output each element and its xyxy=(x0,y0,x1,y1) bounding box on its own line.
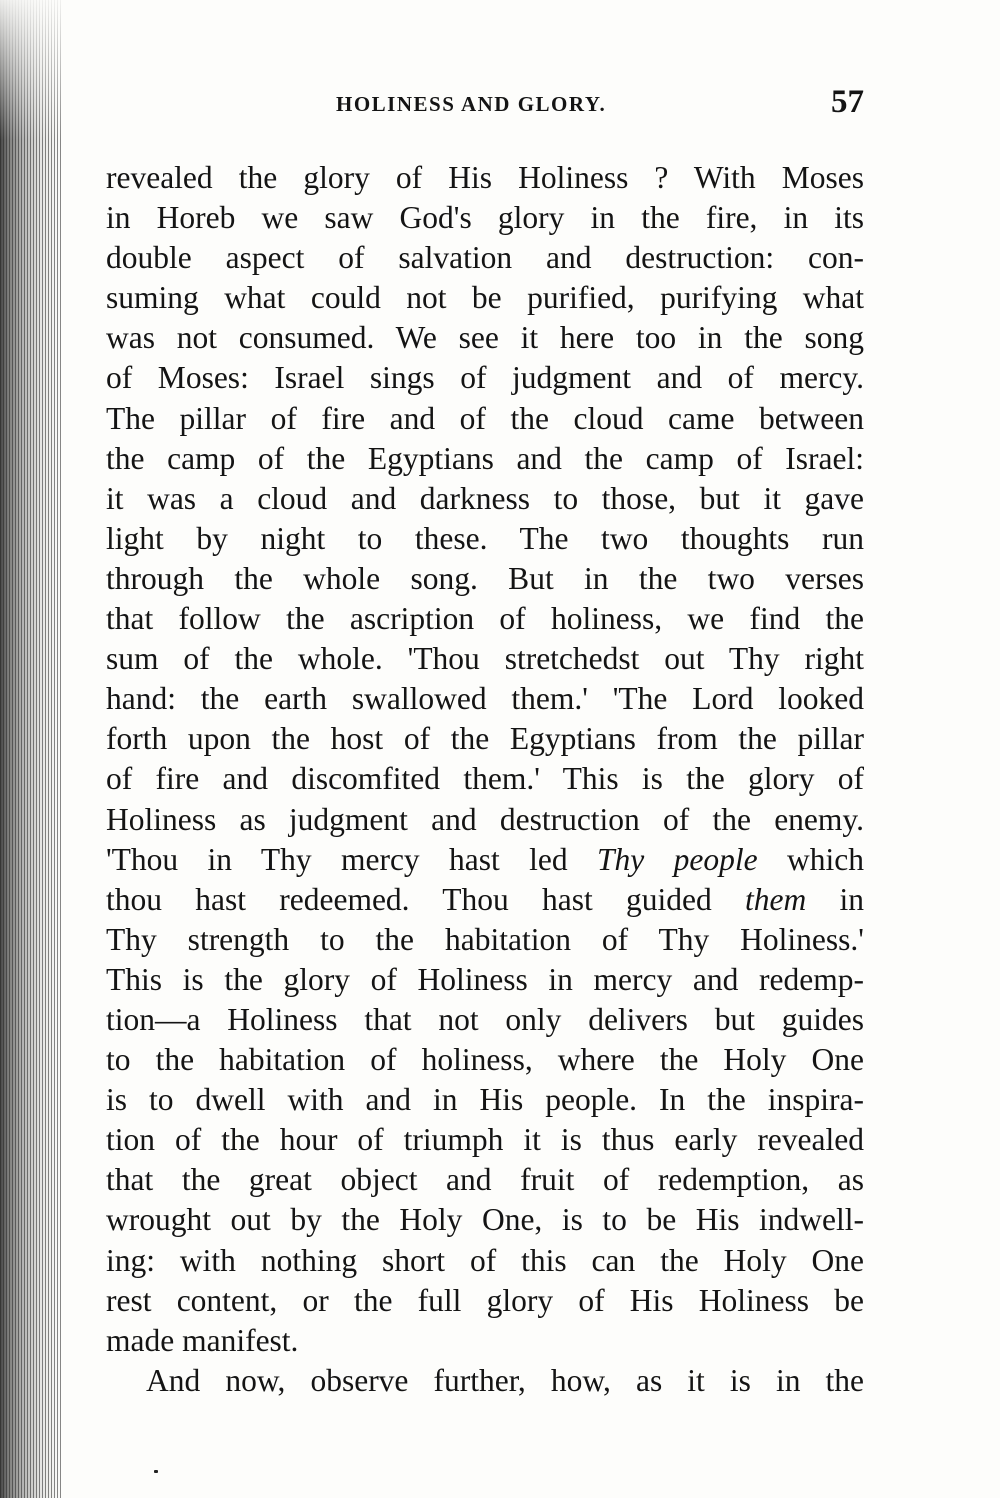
text-line xyxy=(106,599,864,639)
text-line xyxy=(106,238,864,278)
text-line xyxy=(106,1000,864,1040)
text-segment: rest content, or the full glory of His Holiness be xyxy=(106,1282,864,1318)
text-segment: thou hast redeemed. Thou hast guided xyxy=(106,881,745,917)
ink-speck xyxy=(154,1470,158,1473)
text-segment: double aspect of salvation and destruction: con- xyxy=(106,240,864,276)
page-number: 57 xyxy=(831,84,864,120)
text-segment: that the great object and fruit of redemption, as xyxy=(106,1162,864,1198)
text-line xyxy=(106,880,864,920)
text-line xyxy=(106,960,864,1000)
text-segment: forth upon the host of the Egyptians from the pillar xyxy=(106,721,864,757)
text-segment: And now, observe further, how, as it is in the xyxy=(146,1362,864,1398)
text-line xyxy=(106,679,864,719)
text-segment: was not consumed. We see it here too in the song xyxy=(106,320,864,356)
text-line xyxy=(106,559,864,599)
text-line xyxy=(106,759,864,799)
text-segment: This is the glory of Holiness in mercy and redemp- xyxy=(106,961,864,997)
text-segment: of fire and discomfited them.' This is the glory of xyxy=(106,761,864,797)
italic-text-segment: them xyxy=(745,881,807,917)
text-segment: which xyxy=(757,841,864,877)
text-segment: tion of the hour of triumph it is thus early revealed xyxy=(106,1122,864,1158)
text-line xyxy=(106,1120,864,1160)
scan-binding-fade xyxy=(0,0,62,140)
text-line xyxy=(106,1200,864,1240)
text-segment: Thy strength to the habitation of Thy Holiness.' xyxy=(106,921,864,957)
text-segment: sum of the whole. 'Thou stretchedst out Thy right xyxy=(106,641,864,677)
text-segment: of Moses: Israel sings of judgment and of mercy. xyxy=(106,360,864,396)
text-segment: light by night to these. The two thoughts run xyxy=(106,520,864,556)
text-line xyxy=(106,1361,864,1401)
running-head xyxy=(106,84,864,124)
text-line xyxy=(106,519,864,559)
text-segment: is to dwell with and in His people. In the inspira- xyxy=(106,1082,864,1118)
text-segment: wrought out by the Holy One, is to be His indwell- xyxy=(106,1202,864,1238)
text-segment: suming what could not be purified, purifying what xyxy=(106,280,864,316)
text-segment: ing: with nothing short of this can the Holy One xyxy=(106,1242,864,1278)
text-line xyxy=(106,1040,864,1080)
text-segment: it was a cloud and darkness to those, but it gave xyxy=(106,480,864,516)
text-segment: revealed the glory of His Holiness ? With Moses xyxy=(106,160,864,195)
text-line xyxy=(106,920,864,960)
text-line xyxy=(106,1160,864,1200)
text-line xyxy=(106,318,864,358)
text-line xyxy=(106,1241,864,1281)
text-segment: hand: the earth swallowed them.' 'The Lord looked xyxy=(106,681,864,717)
text-line xyxy=(106,719,864,759)
text-line xyxy=(106,198,864,238)
text-segment: Holiness as judgment and destruction of the enemy. xyxy=(106,801,864,837)
text-line xyxy=(106,358,864,398)
text-line xyxy=(106,800,864,840)
text-line xyxy=(106,840,864,880)
text-segment: 'Thou in Thy mercy hast led xyxy=(106,841,598,877)
text-line xyxy=(106,639,864,679)
text-line xyxy=(106,1321,864,1361)
text-segment: tion—a Holiness that not only delivers but guides xyxy=(106,1001,864,1037)
text-line xyxy=(106,399,864,439)
text-segment: The pillar of fire and of the cloud came between xyxy=(106,400,864,436)
text-segment: through the whole song. But in the two verses xyxy=(106,560,864,596)
text-line xyxy=(106,278,864,318)
text-line xyxy=(106,1080,864,1120)
text-segment: the camp of the Egyptians and the camp of Israel: xyxy=(106,440,864,476)
italic-text-segment: Thy people xyxy=(597,841,758,877)
text-segment: in Horeb we saw God's glory in the fire, in its xyxy=(106,200,864,236)
text-segment: made manifest. xyxy=(106,1322,299,1358)
text-line xyxy=(106,1281,864,1321)
running-title: HOLINESS AND GLORY. xyxy=(336,92,607,116)
scan-binding-edge xyxy=(0,0,62,1498)
text-line xyxy=(106,158,864,198)
body-text xyxy=(106,158,864,1401)
text-segment: to the habitation of holiness, where the Holy One xyxy=(106,1042,864,1078)
text-line xyxy=(106,439,864,479)
text-segment: that follow the ascription of holiness, we find the xyxy=(106,601,864,637)
text-line xyxy=(106,479,864,519)
text-segment: in xyxy=(806,881,864,917)
